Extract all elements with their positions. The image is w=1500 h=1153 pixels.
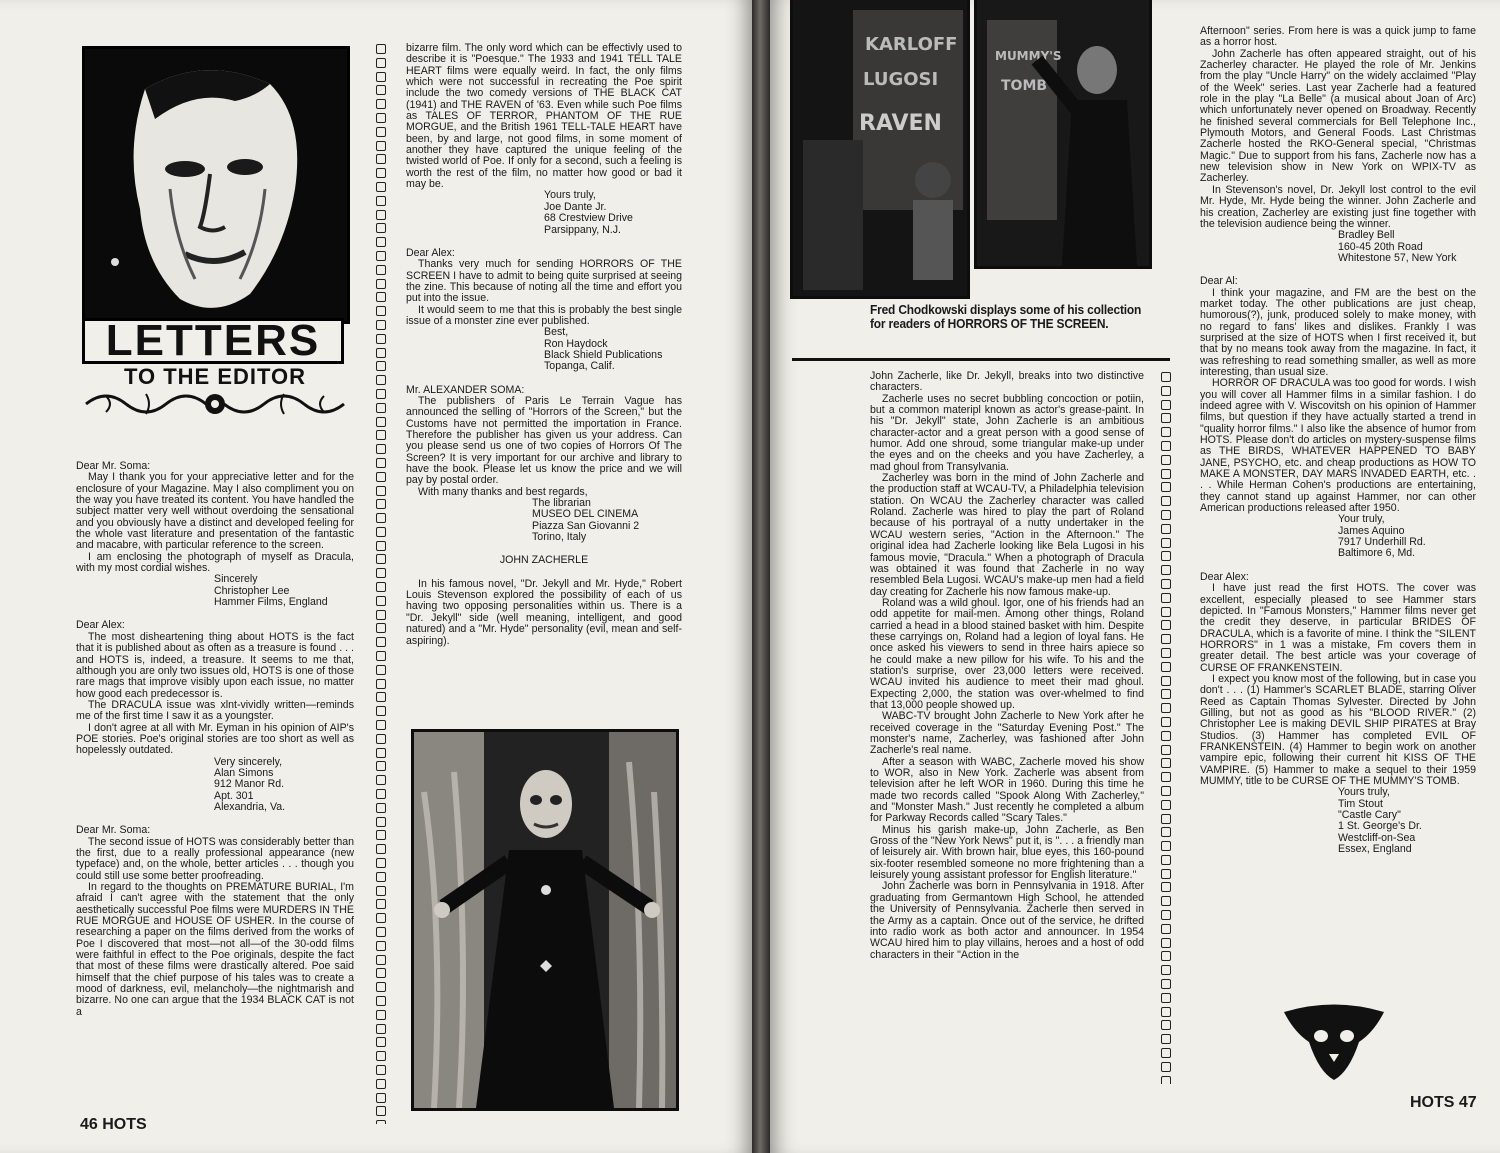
divider-box [376, 196, 386, 206]
divider-box [1161, 772, 1171, 782]
body-paragraph: In regard to the thoughts on PREMATURE BURIAL, I'm afraid I can't agree with the statement that the only aesthetically successful Poe films were MURDERS IN THE RUE MORGUE and HOUSE OF USHER. In the course of researching a paper on the films derived from the works of Poe I discovered that most—not all—of the 30-odd films were faithful in effect to the Poe originals, despite the fact that most of these films were drastically altered. Poe said himself that the chief purpose of his tales was to create a mood of darkness, evil, melancholy—the nightmarish and bizarre. No one can argue that the 1934 BLACK CAT is not a [76, 881, 354, 1018]
signature-line: Joe Dante Jr. [544, 200, 607, 213]
divider-box [376, 265, 386, 275]
body-paragraph: May I thank you for your appreciative letter and for the enclosure of your Magazine. May I also compliment you on the way you have treated its content. You have handled the subject matter very well without overdoing the sensational and you obviously have a distinct and developed feeling for the whole vast literature and presentation of the fantastic and macabre, with particular reference to the screen. [76, 471, 354, 552]
signature-line: James Aquino [1338, 524, 1405, 537]
signature-line: 68 Crestview Drive [544, 212, 633, 225]
divider-box [376, 582, 386, 592]
divider-box [1161, 551, 1171, 561]
paragraph-gap [1200, 264, 1476, 276]
divider-box [376, 58, 386, 68]
body-paragraph: In his famous novel, "Dr. Jekyll and Mr. Hyde," Robert Louis Stevenson explored the possibility of each of us having two opposing personalities within us. There is a "Dr. Jekyll" side (well meaning, intelligent, and good natured) and a "Mr. Hyde" personality (evil, mean and self-aspiring). [406, 577, 682, 647]
divider-box [376, 1010, 386, 1020]
divider-box [376, 568, 386, 578]
right-page [770, 0, 1500, 1153]
divider-box [1161, 648, 1171, 658]
body-paragraph: HORROR OF DRACULA was too good for words. I wish you will cover all Hammer films in a similar fashion. I do indeed agree with V. Wiscovitsh on his opinion of Hammer films, but question if they have actually started a trend in "quality horror films." I also like the absence of humor from HOTS. Please don't do articles on mystery-suspense films as THE BIRDS, WHATEVER HAPPENED TO BABY JANE, PSYCHO, etc. and cheap productions as HOW TO MAKE A MONSTER, DAY MARS INVADED EARTH, etc. . . . While Herman Cohen's productions are entertaining, they cannot stand up against Hammer, nor can other American productions released after 1950. [1200, 377, 1476, 515]
divider-box [376, 72, 386, 82]
divider-box [1161, 703, 1171, 713]
signature-line: Best, [544, 326, 569, 339]
divider-box [376, 775, 386, 785]
divider-box [376, 389, 386, 399]
body-paragraph: The DRACULA issue was xlnt-vividly written—reminds me of the first time I saw it as a youngster. [76, 698, 354, 723]
divider-box [376, 803, 386, 813]
divider-box [1161, 951, 1171, 961]
divider-box [1161, 427, 1171, 437]
signature-line: 912 Manor Rd. [214, 778, 285, 791]
divider-box [376, 830, 386, 840]
divider-box [1161, 1034, 1171, 1044]
signature-line: Yours truly, [544, 189, 596, 202]
divider-box [1161, 896, 1171, 906]
signature-line: Alexandria, Va. [214, 800, 286, 813]
body-paragraph: Thanks very much for sending HORRORS OF THE SCREEN I have to admit to being quite surprised at seeing the zine. This because of noting all the time and effort you put into the issue. [406, 258, 682, 305]
body-paragraph: It would seem to me that this is probably the best single issue of a monster zine ever published. [406, 303, 682, 327]
divider-box [376, 651, 386, 661]
dot-divider-left [376, 44, 388, 1124]
body-paragraph: The most disheartening thing about HOTS is the fact that it is published about as often as a treasure is found . . . and HOTS is, indeed, a treasure. It seems to me that, although you are only two issues old, HOTS is one of those rare mags that improve visibly upon each issue, no matter how good each predecessor is. [76, 630, 354, 700]
divider-box [376, 623, 386, 633]
letters-header [76, 46, 354, 421]
zacherley-figure [414, 732, 676, 1108]
signature-line: MUSEO DEL CINEMA [532, 508, 639, 521]
paragraph-gap [406, 373, 682, 385]
divider-box [376, 306, 386, 316]
body-paragraph: Zacherley was born in the mind of John Zacherle and the production staff at WCAU-TV, a Philadelphia television station. On WCAU the Zacherley character was called Roland. Zacherle was hired to play the part of Roland because of his portrayal of a nutty undertaker in the WCAU western series, "Action in the Afternoon." The original idea had Zacherle looking like Bela Lugosi in his famous movie, "Dracula." When a photograph of Dracula was obtained it was found that Zacherle in no way resembled Bela Lugosi. WCAU's make-up men had a field day creating for Zacherle his now famous make-up. [870, 472, 1144, 598]
divider-box [1161, 1007, 1171, 1017]
skull-emblem [1279, 1002, 1389, 1082]
section-heading: JOHN ZACHERLE [499, 554, 589, 567]
divider-box [376, 982, 386, 992]
divider-box [376, 458, 386, 468]
body-paragraph: The publishers of Paris Le Terrain Vague has announced the selling of "Horrors of the Screen," but the Customs have not permitted the importation in France. Therefore the publisher has given us your address. Can you please send us one of two copies of Horrors Of The Screen? It is very important for our archive and library to have the book. Please let us know the price and we will pay by postal order. [406, 394, 682, 487]
paragraph-gap [1200, 560, 1476, 572]
body-paragraph: In Stevenson's novel, Dr. Jekyll lost control to the evil Mr. Hyde, Mr. Hyde being the winner. John Zacherle and his creation, Zacherley are existing just fine together with the television audience being the winner. [1200, 183, 1476, 230]
divider-box [376, 554, 386, 564]
divider-box [1161, 607, 1171, 617]
signature-line: Hammer Films, England [214, 596, 328, 609]
ornament-flourish [76, 386, 354, 422]
left-column-2 [406, 43, 682, 647]
signature-line: 1 St. George's Dr. [1338, 820, 1422, 833]
signature-line: Yours truly, [1338, 786, 1390, 799]
divider-box [1161, 662, 1171, 672]
divider-box [376, 251, 386, 261]
divider-box [1161, 745, 1171, 755]
divider-box [376, 44, 386, 54]
divider-box [376, 899, 386, 909]
divider-box [1161, 482, 1171, 492]
divider-box [376, 444, 386, 454]
divider-box [1161, 1062, 1171, 1072]
zacherley-photo [411, 729, 679, 1111]
divider-box [376, 237, 386, 247]
salutation: Dear Alex: [406, 246, 455, 259]
body-paragraph: bizarre film. The only word which can be effectivly used to describe it is "Poesque." The 1933 and 1941 TELL TALE HEART films were equally weird. In fact, the only films which were not successful in recreating the Poe spirit include the two comedy versions of THE BLACK CAT (1941) and THE RAVEN of '63. Even while such Poe films as TALES OF TERROR, PHANTOM OF THE RUE MORGUE, and the British 1961 TELL-TALE HEART have been, by and large, not good films, in some moment of another they have captured the unique feeling of the twisted world of Poe. If only for a second, such a feeling is worth the rest of the film, no matter how good or bad it may be. [406, 42, 682, 191]
signature-line: Very sincerely, [214, 755, 283, 768]
body-paragraph: I think your magazine, and FM are the best on the market today. The other publications are just cheap, humorous(?), junk, produced solely to make money, with no regard to fans' likes and dislikes. Frankly I was surprised at the size of HOTS when I first received it, but that by no means took away from the magazine. In fact, it was refreshing to read something smaller, as well as more interesting, than usual size. [1200, 286, 1476, 378]
divider-box [1161, 924, 1171, 934]
divider-box [376, 886, 386, 896]
divider-box [1161, 455, 1171, 465]
divider-box [1161, 689, 1171, 699]
paragraph-gap [406, 567, 682, 579]
divider-box [1161, 496, 1171, 506]
signature-line: The librarian [532, 497, 591, 510]
divider-box [1161, 869, 1171, 879]
divider-box [376, 403, 386, 413]
divider-box [376, 637, 386, 647]
divider-box [376, 844, 386, 854]
divider-box [1161, 593, 1171, 603]
body-paragraph: The second issue of HOTS was considerably better than the first, due to a really professional appearance (new typeface) and, on the whole, better articles . . . though you could still use some better proofreading. [76, 835, 354, 882]
divider-box [376, 1037, 386, 1047]
sign-karloff: KARLOFF [865, 34, 958, 55]
divider-box [376, 85, 386, 95]
signature-line: Your truly, [1338, 513, 1385, 526]
signature-line: Westcliff-on-Sea [1338, 831, 1416, 844]
body-paragraph: I have just read the first HOTS. The cover was excellent, especially pleased to see Hammer stars depicted. In "Famous Monsters," Hammer films never get the credit they deserve, in particular BRIDES OF DRACULA, which is a favorite of mine. I think the "SILENT HORRORS" in 1 was a mistake, Fm covers them in greater detail. The best article was your coverage of CURSE OF FRANKENSTEIN. [1200, 582, 1476, 674]
right-column-2 [1200, 26, 1476, 855]
divider-box [376, 858, 386, 868]
to-the-editor-subtitle: TO THE EDITOR [123, 364, 307, 389]
divider-box [376, 430, 386, 440]
portrait-drawing [85, 49, 347, 321]
signature-line: Apt. 301 [214, 789, 254, 802]
divider-box [376, 375, 386, 385]
body-paragraph: With many thanks and best regards, [418, 485, 588, 498]
divider-box [1161, 910, 1171, 920]
signature-line: Baltimore 6, Md. [1338, 547, 1416, 560]
divider-box [376, 361, 386, 371]
body-paragraph: I don't agree at all with Mr. Eyman in his opinion of AIP's POE stories. Poe's original stories are too short as well as hopelessly outdated. [76, 721, 354, 757]
sign-tomb: TOMB [1001, 78, 1048, 94]
divider-box [1161, 565, 1171, 575]
divider-box [376, 223, 386, 233]
signature-line: Black Shield Publications [544, 348, 663, 361]
signature-line: Christopher Lee [214, 584, 290, 597]
divider-box [376, 417, 386, 427]
divider-box [376, 872, 386, 882]
divider-box [376, 610, 386, 620]
divider-box [1161, 372, 1171, 382]
collection-photo-right [974, 0, 1152, 269]
divider-box [376, 596, 386, 606]
christopher-lee-portrait [82, 46, 350, 324]
divider-box [376, 1051, 386, 1061]
divider-box [1161, 413, 1171, 423]
divider-box [376, 748, 386, 758]
divider-box [1161, 524, 1171, 534]
divider-box [1161, 993, 1171, 1003]
divider-box [376, 168, 386, 178]
divider-box [1161, 827, 1171, 837]
salutation: Dear Alex: [1200, 570, 1249, 583]
divider-box [1161, 1048, 1171, 1058]
divider-box [1161, 938, 1171, 948]
caption-rule [792, 358, 1170, 361]
divider-box [376, 968, 386, 978]
signature-line: 7917 Underhill Rd. [1338, 536, 1426, 549]
divider-box [376, 941, 386, 951]
divider-box [376, 789, 386, 799]
divider-box [376, 472, 386, 482]
body-paragraph: Afternoon" series. From here is was a quick jump to fame as a horror host. [1200, 25, 1476, 49]
divider-box [376, 913, 386, 923]
divider-box [376, 996, 386, 1006]
letters-title: LETTERS [105, 316, 321, 365]
sign-mummys: MUMMY'S [995, 49, 1062, 63]
right-folio: HOTS 47 [1410, 1094, 1477, 1111]
divider-box [376, 1065, 386, 1075]
divider-box [1161, 979, 1171, 989]
signature-line: Whitestone 57, New York [1338, 251, 1457, 264]
dot-divider-right [1161, 372, 1173, 1084]
body-paragraph: John Zacherle, like Dr. Jekyll, breaks into two distinctive characters. [870, 370, 1144, 394]
body-paragraph: Roland was a wild ghoul. Igor, one of his friends had an odd appetite for mail-men. Among other things, Roland carried a head in a blood stained basket with him. Despite these carryings on, Roland had a legion of loyal fans. He once asked his viewers to send in three hairs apiece so he could make a new pillow for his wife. To his and the station's surprise, over 23,000 letters were received. WCAU invited his audience to meet their mad ghoul. Expecting 2,000, the station was over-whelmed to find that 13,000 people showed up. [870, 596, 1144, 711]
divider-box [1161, 758, 1171, 768]
divider-box [1161, 814, 1171, 824]
divider-box [376, 499, 386, 509]
divider-box [376, 182, 386, 192]
divider-box [376, 1024, 386, 1034]
divider-box [1161, 676, 1171, 686]
divider-box [1161, 579, 1171, 589]
divider-box [376, 320, 386, 330]
body-paragraph: I expect you know most of the following, but in case you don't . . . (1) Hammer's SCARLET BLADE, starring Oliver Reed as Captain Thomas Sylvester. Directed by John Gilling, but not as good as his "BLOOD RIVER." (2) Christopher Lee is making DEVIL SHIP PIRATES at Bray Studios. (3) Hammer has completed EVIL OF FRANKENSTEIN. (4) Hammer to begin work on another vampire epic, following their current hit KISS OF THE VAMPIRE. (5) Hammer to make a sequel to their 1959 MUMMY, title to be CURSE OF THE MUMMY'S TOMB. [1200, 672, 1476, 787]
body-paragraph: John Zacherle has often appeared straight, out of his Zacherley character. He played the role of Mr. Jenkins from the play "Uncle Harry" on the widely acclaimed "Play of the Week" series. Last year Zacherle had a featured role in the play "La Belle" (a musical about Joan of Arc) which unfortunately never opened on Broadway. Recently he finished several commercials for Bell Telephone Inc., Plymouth Motors, and General Foods. Last Christmas Zacherle hosted the RKO-General special, "Christmas Magic." Due to support from his fans, Zacherle now has a new television show in New York on WPIX-TV as Zacherley. [1200, 47, 1476, 185]
signature-line: 160-45 20th Road [1338, 240, 1423, 253]
divider-box [1161, 1076, 1171, 1084]
divider-box [376, 679, 386, 689]
divider-box [1161, 538, 1171, 548]
body-paragraph: WABC-TV brought John Zacherle to New York after he received coverage in the "Saturday Evening Post." The monster's name, Zacherley, was fashioned after John Zacherle's real name. [870, 710, 1144, 757]
divider-box [1161, 1020, 1171, 1030]
signature-line: Bradley Bell [1338, 229, 1395, 242]
signature-line: Essex, England [1338, 843, 1412, 856]
divider-box [376, 279, 386, 289]
divider-box [376, 927, 386, 937]
divider-box [1161, 469, 1171, 479]
divider-box [376, 292, 386, 302]
salutation: Dear Al: [1200, 275, 1238, 288]
divider-box [376, 113, 386, 123]
signature-line: Tim Stout [1338, 797, 1383, 810]
letters-title-box [82, 318, 344, 364]
divider-box [1161, 634, 1171, 644]
divider-box [376, 334, 386, 344]
divider-box [376, 1106, 386, 1116]
divider-box [376, 127, 386, 137]
divider-box [376, 1120, 386, 1124]
salutation: Mr. ALEXANDER SOMA: [406, 383, 525, 396]
signature-line: Ron Haydock [544, 337, 608, 350]
divider-box [1161, 400, 1171, 410]
divider-box [376, 692, 386, 702]
book-gutter [752, 0, 770, 1153]
divider-box [376, 955, 386, 965]
body-paragraph: Minus his garish make-up, John Zacherle, as Ben Gross of the "New York News" put it, is ". . . a friendly man of leisurely air. With brown hair, blue eyes, this 160-pound six-footer resembled someone no more frightening than a leisurely young assistant professor for English literature." [870, 823, 1144, 882]
divider-box [376, 734, 386, 744]
divider-box [1161, 800, 1171, 810]
divider-box [376, 720, 386, 730]
signature-line: Parsippany, N.J. [544, 223, 621, 236]
divider-box [1161, 965, 1171, 975]
divider-box [1161, 882, 1171, 892]
salutation: Dear Alex: [76, 619, 125, 632]
body-paragraph: I am enclosing the photograph of myself as Dracula, with my most cordial wishes. [76, 550, 354, 575]
divider-box [1161, 731, 1171, 741]
salutation: Dear Mr. Soma: [76, 824, 151, 837]
divider-box [1161, 510, 1171, 520]
left-folio: 46 HOTS [80, 1116, 147, 1133]
divider-box [376, 817, 386, 827]
sign-raven: RAVEN [859, 111, 942, 136]
sign-lugosi: LUGOSI [863, 69, 939, 90]
body-paragraph: John Zacherle was born in Pennsylvania in 1918. After graduating from Germantown High School, he attended the University of Pennsylvania. Zacherle then served in the Army as a captain. Once out of the service, he drifted into radio work as both actor and announcer. In 1954 WCAU hired him to play villains, heroes and a host of odd characters in their "Action in the [870, 880, 1144, 961]
divider-box [376, 99, 386, 109]
body-paragraph: After a season with WABC, Zacherle moved his show to WOR, also in New York. Zacherle was absent from television after he left WOR in 1960. During this time he made two records called "Spook Along With Zacherley," and "Monster Mash." Just recently he completed a album for Parkway Records called "Scary Tales." [870, 755, 1144, 825]
divider-box [1161, 855, 1171, 865]
signature-line: Topanga, Calif. [544, 360, 615, 373]
signature-line: Sincerely [214, 573, 258, 586]
signature-line: Torino, Italy [532, 531, 587, 544]
poster-wall [793, 0, 967, 296]
left-column-1 [76, 461, 354, 1018]
salutation: Dear Mr. Soma: [76, 460, 151, 472]
photo-caption: Fred Chodkowski displays some of his collection for readers of HORRORS OF THE SCREEN. [870, 302, 1142, 331]
divider-box [1161, 386, 1171, 396]
divider-box [376, 761, 386, 771]
divider-box [376, 486, 386, 496]
divider-box [376, 154, 386, 164]
divider-box [1161, 786, 1171, 796]
divider-box [1161, 841, 1171, 851]
signature-line: Alan Simons [214, 766, 274, 779]
divider-box [376, 1079, 386, 1089]
divider-box [1161, 441, 1171, 451]
signature-line: Piazza San Giovanni 2 [532, 519, 640, 532]
divider-box [376, 665, 386, 675]
divider-box [376, 541, 386, 551]
divider-box [376, 706, 386, 716]
divider-box [376, 1093, 386, 1103]
body-paragraph: Zacherle uses no secret bubbling concoction or potiin, but a common materipl known as actor's grease-paint. In his "Dr. Jekyll" state, John Zacherle is an ambitious character-actor and a great person with a good sense of humor. Add one shroud, some triangular make-up under the eyes and on the cheeks and you have Zacherley, a mad ghoul from Transylvania. [870, 392, 1144, 473]
collection-photo-left [790, 0, 970, 299]
divider-box [376, 141, 386, 151]
divider-box [1161, 620, 1171, 630]
signature-line: "Castle Cary" [1338, 809, 1401, 822]
divider-box [376, 210, 386, 220]
right-column-1 [870, 371, 1144, 961]
divider-box [376, 513, 386, 523]
divider-box [1161, 717, 1171, 727]
divider-box [376, 348, 386, 358]
divider-box [376, 527, 386, 537]
fred-chodkowski-figure [977, 0, 1149, 266]
